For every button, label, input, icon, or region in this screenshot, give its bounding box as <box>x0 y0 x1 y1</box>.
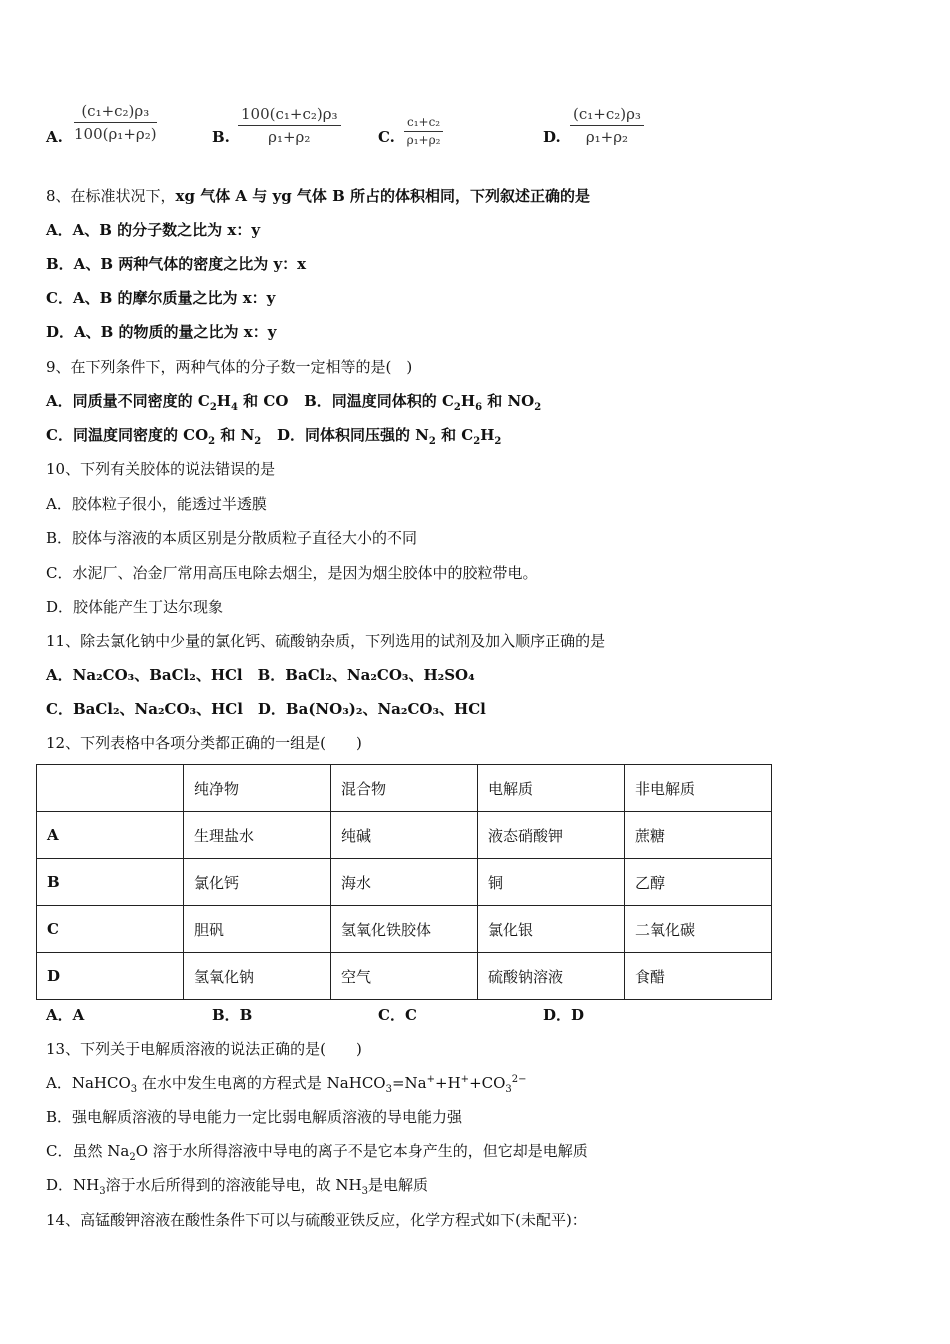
table-row-label: A <box>37 812 184 859</box>
table-cell: 氢氧化钠 <box>184 953 331 1000</box>
q9-stem <box>46 357 412 377</box>
table-cell: 液态硝酸钾 <box>478 812 625 859</box>
q13-d-post: 是电解质 <box>367 1176 428 1194</box>
q14-stem: 14、高锰酸钾溶液在酸性条件下可以与硫酸亚铁反应，化学方程式如下(未配平)： <box>46 1211 587 1229</box>
table-cell: 硫酸钠溶液 <box>478 953 625 1000</box>
q9-options-row1 <box>46 391 541 411</box>
q10-option-c: C．水泥厂、冶金厂常用高压电除去烟尘，是因为烟尘胶体中的胶粒带电。 <box>46 564 538 582</box>
q10-option-a: A．胶体粒子很小，能透过半透膜 <box>46 495 267 513</box>
table-header-cell: 纯净物 <box>184 765 331 812</box>
table-cell: 纯碱 <box>331 812 478 859</box>
table-cell: 蔗糖 <box>625 812 772 859</box>
q13-a-eq: =Na <box>391 1074 427 1092</box>
q7-option-a-label: A. <box>46 128 63 146</box>
q7-option-d-fraction <box>570 103 644 148</box>
table-row-label: C <box>37 906 184 953</box>
table-cell: 氢氧化铁胶体 <box>331 906 478 953</box>
q9-b-sub3: 2 <box>534 402 542 413</box>
q12-stem: 12、下列表格中各项分类都正确的一组是( ) <box>46 734 362 752</box>
q13-a-h: +H <box>435 1074 461 1092</box>
q7-option-c-numerator: c₁+c₂ <box>404 114 443 132</box>
q8-stem-prefix: 8、在标准状况下， <box>46 187 176 205</box>
q9-option-b-pre: B．同温度同体积的 C <box>304 392 454 410</box>
q13-a-mid: 在水中发生电离的方程式是 NaHCO <box>137 1074 386 1092</box>
q8-option-c: C．A、B 的摩尔质量之比为 x：y <box>46 289 276 307</box>
q11-stem: 11、除去氯化钠中少量的氯化钙、硫酸钠杂质，下列选用的试剂及加入顺序正确的是 <box>46 632 606 650</box>
q13-d-sub2: 3 <box>361 1186 368 1197</box>
q9-a-post: 和 CO <box>237 392 289 410</box>
q8-option-d: D．A、B 的物质的量之比为 x：y <box>46 323 277 341</box>
q9-b-mid: H <box>460 392 476 410</box>
q13-a-sup1: + <box>426 1074 436 1085</box>
q9-d-sub1: 2 <box>428 436 436 447</box>
q8-stem <box>46 186 590 206</box>
q9-a-sub1: 2 <box>209 402 217 413</box>
table-cell: 氯化钙 <box>184 859 331 906</box>
q13-c-sub: 2 <box>129 1152 136 1163</box>
q7-option-d-denominator: ρ₁+ρ₂ <box>585 128 629 146</box>
q9-c-sub1: 2 <box>208 436 216 447</box>
q8-option-a: A．A、B 的分子数之比为 x：y <box>46 221 261 239</box>
table-cell: 乙醇 <box>625 859 772 906</box>
table-cell: 铜 <box>478 859 625 906</box>
q9-option-a-pre: A．同质量不同密度的 C <box>46 392 210 410</box>
q13-c-post: O 溶于水所得溶液中导电的离子不是它本身产生的，但它却是电解质 <box>135 1142 588 1160</box>
table-cell: 生理盐水 <box>184 812 331 859</box>
q8-option-b: B．A、B 两种气体的密度之比为 y：x <box>46 255 307 273</box>
q10-stem: 10、下列有关胶体的说法错误的是 <box>46 460 276 478</box>
classification-table <box>36 764 772 1000</box>
q13-a-pre: A．NaHCO <box>46 1074 131 1092</box>
q12-answer-c: C．C <box>378 1006 417 1024</box>
q11-options-cd: C．BaCl₂、Na₂CO₃、HCl D．Ba(NO₃)₂、Na₂CO₃、HCl <box>46 700 486 718</box>
q10-option-d: D．胶体能产生丁达尔现象 <box>46 598 224 616</box>
q13-option-a <box>46 1073 527 1093</box>
table-row <box>37 859 772 906</box>
q9-option-d-pre: D．同体积同压强的 N <box>276 426 429 444</box>
q13-a-sup2: + <box>460 1074 470 1085</box>
table-header-row <box>37 765 772 812</box>
q9-c-mid: 和 N <box>215 426 255 444</box>
q13-stem: 13、下列关于电解质溶液的说法正确的是( ) <box>46 1040 362 1058</box>
table-cell: 胆矾 <box>184 906 331 953</box>
q9-d-sub3: 2 <box>494 436 502 447</box>
q7-option-b-numerator: 100(c₁+c₂)ρ₃ <box>238 103 341 126</box>
q7-option-c-denominator: ρ₁+ρ₂ <box>406 133 441 147</box>
table-row-label: D <box>37 953 184 1000</box>
q9-a-mid: H <box>216 392 231 410</box>
q12-answer-b: B．B <box>212 1006 253 1024</box>
q7-option-a-fraction <box>74 100 157 145</box>
q13-option-b: B．强电解质溶液的导电能力一定比弱电解质溶液的导电能力强 <box>46 1108 463 1126</box>
q7-option-a-numerator: (c₁+c₂)ρ₃ <box>74 100 157 123</box>
q9-d-h: H <box>480 426 495 444</box>
q7-option-d-label: D. <box>543 128 561 146</box>
table-header-cell: 非电解质 <box>625 765 772 812</box>
q9-b-sub2: 6 <box>475 402 483 413</box>
table-cell: 二氧化碳 <box>625 906 772 953</box>
q9-option-c-pre: C．同温度同密度的 CO <box>46 426 209 444</box>
q9-c-sub2: 2 <box>254 436 262 447</box>
q13-option-c <box>46 1141 588 1161</box>
table-cell: 空气 <box>331 953 478 1000</box>
q7-option-b-label: B. <box>212 128 230 146</box>
q7-option-c-label: C. <box>378 128 395 146</box>
q12-answer-d: D．D <box>543 1006 585 1024</box>
table-header-cell: 混合物 <box>331 765 478 812</box>
table-header-cell <box>37 765 184 812</box>
q9-stem-text: 9、在下列条件下，两种气体的分子数一定相等的是( ) <box>46 358 413 376</box>
q9-d-mid: 和 C <box>435 426 474 444</box>
q13-d-mid: 溶于水后所得到的溶液能导电，故 NH <box>105 1176 362 1194</box>
q13-c-pre: C．虽然 Na <box>46 1142 130 1160</box>
q8-stem-bold: xg 气体 A 与 yg 气体 B 所占的体积相同，下列叙述正确的是 <box>175 187 591 205</box>
q9-options-row2 <box>46 425 501 445</box>
q13-a-sub: 3 <box>130 1084 138 1095</box>
q13-d-sub: 3 <box>99 1186 106 1197</box>
q9-d-sub2: 2 <box>473 436 481 447</box>
q9-b-sub1: 2 <box>453 402 461 413</box>
q13-a-sup3: 2− <box>511 1074 527 1085</box>
q13-a-sub3: 3 <box>505 1084 512 1095</box>
q7-option-d-numerator: (c₁+c₂)ρ₃ <box>570 103 644 126</box>
q7-option-b-denominator: ρ₁+ρ₂ <box>268 128 311 146</box>
table-cell: 氯化银 <box>478 906 625 953</box>
table-row <box>37 906 772 953</box>
q7-option-b-fraction <box>238 103 341 148</box>
table-row-label: B <box>37 859 184 906</box>
q13-d-pre: D．NH <box>46 1176 100 1194</box>
q13-option-d <box>46 1175 428 1195</box>
q13-a-co: +CO <box>469 1074 506 1092</box>
q13-a-sub2: 3 <box>385 1084 392 1095</box>
table-header-cell: 电解质 <box>478 765 625 812</box>
q7-option-a-denominator: 100(ρ₁+ρ₂) <box>74 125 157 143</box>
q9-b-post: 和 NO <box>482 392 535 410</box>
q10-option-b: B．胶体与溶液的本质区别是分散质粒子直径大小的不同 <box>46 529 418 547</box>
q9-a-sub2: 4 <box>230 402 238 413</box>
table-row <box>37 812 772 859</box>
q11-options-ab: A．Na₂CO₃、BaCl₂、HCl B．BaCl₂、Na₂CO₃、H₂SO₄ <box>46 666 475 684</box>
table-row <box>37 953 772 1000</box>
table-cell: 食醋 <box>625 953 772 1000</box>
q7-option-c-fraction <box>404 114 443 149</box>
q12-answer-a: A．A <box>46 1006 85 1024</box>
table-cell: 海水 <box>331 859 478 906</box>
